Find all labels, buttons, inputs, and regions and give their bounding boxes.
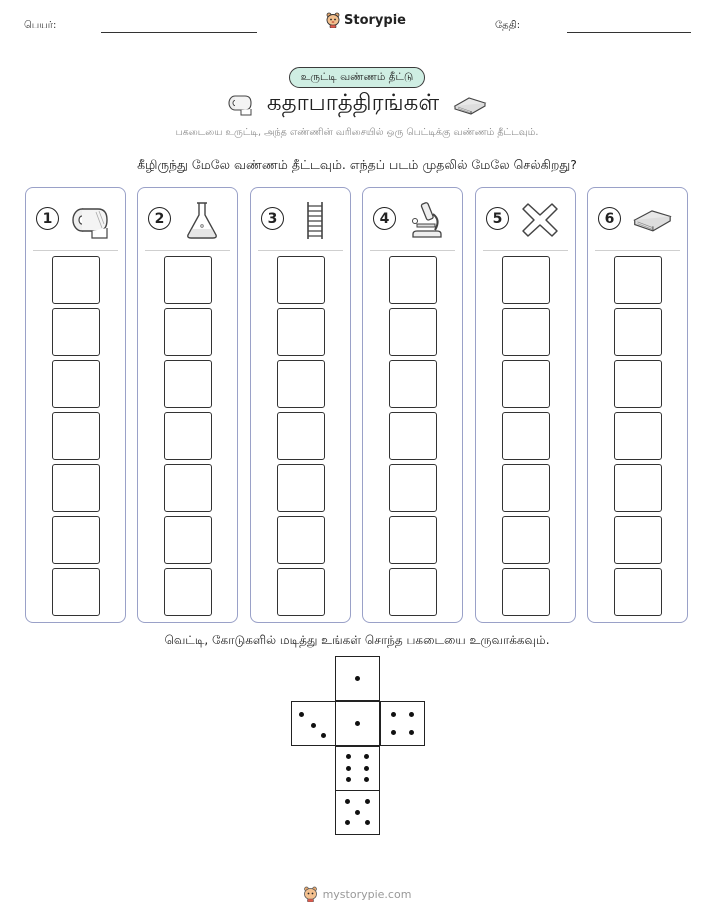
name-line[interactable]	[101, 32, 257, 33]
pip	[364, 754, 369, 759]
divider	[33, 250, 118, 251]
color-box[interactable]	[52, 256, 100, 304]
storypie-logo	[326, 12, 406, 28]
footer-url[interactable]: mystorypie.com	[322, 887, 412, 901]
color-box[interactable]	[502, 360, 550, 408]
divider	[595, 250, 680, 251]
color-box[interactable]	[502, 568, 550, 616]
column-6	[587, 187, 688, 623]
dice-face-top	[335, 656, 380, 701]
pip	[364, 766, 369, 771]
color-box[interactable]	[389, 568, 437, 616]
color-box[interactable]	[164, 568, 212, 616]
color-box[interactable]	[277, 464, 325, 512]
pip	[346, 766, 351, 771]
color-box[interactable]	[164, 256, 212, 304]
dice-face-left	[291, 701, 336, 746]
date-line[interactable]	[567, 32, 691, 33]
color-box[interactable]	[389, 516, 437, 564]
pip	[299, 712, 304, 717]
color-box[interactable]	[614, 412, 662, 460]
color-box[interactable]	[52, 464, 100, 512]
column-5	[475, 187, 576, 623]
pip	[355, 810, 360, 815]
pip	[321, 733, 326, 738]
column-number: 2	[148, 207, 171, 230]
toilet-paper-icon	[70, 200, 110, 240]
color-box[interactable]	[614, 516, 662, 564]
dice-face-bottom	[335, 790, 380, 835]
color-box[interactable]	[277, 360, 325, 408]
color-box[interactable]	[502, 464, 550, 512]
column-2	[137, 187, 238, 623]
flask-icon	[182, 200, 222, 240]
microscope-icon	[407, 200, 447, 240]
column-number: 3	[261, 207, 284, 230]
color-box[interactable]	[52, 568, 100, 616]
title-row	[0, 90, 714, 119]
color-box[interactable]	[164, 464, 212, 512]
divider	[145, 250, 230, 251]
color-box[interactable]	[389, 360, 437, 408]
color-box[interactable]	[614, 360, 662, 408]
pip	[346, 777, 351, 782]
activity-badge: உருட்டி வண்ணம் தீட்டு	[289, 67, 425, 88]
x-cross-icon	[520, 200, 560, 240]
page-title: கதாபாத்திரங்கள்	[266, 90, 440, 116]
column-3	[250, 187, 351, 623]
pip	[311, 723, 316, 728]
color-box[interactable]	[164, 412, 212, 460]
color-box[interactable]	[164, 516, 212, 564]
color-box[interactable]	[389, 256, 437, 304]
dice-face-center	[335, 701, 380, 746]
color-box[interactable]	[277, 516, 325, 564]
color-box[interactable]	[277, 256, 325, 304]
book-icon	[632, 200, 672, 240]
color-box[interactable]	[614, 464, 662, 512]
color-box[interactable]	[277, 412, 325, 460]
dice-face-right	[380, 701, 425, 746]
dice-face-lower	[335, 746, 380, 791]
pip	[346, 754, 351, 759]
color-box[interactable]	[52, 516, 100, 564]
question-text: கீழிருந்து மேலே வண்ணம் தீட்டவும். எந்தப் படம் முதலில் மேலே செல்கிறது?	[137, 157, 577, 172]
pip	[364, 777, 369, 782]
pip	[345, 820, 350, 825]
toilet-paper-icon	[227, 94, 253, 116]
color-box[interactable]	[277, 568, 325, 616]
color-box[interactable]	[389, 412, 437, 460]
color-box[interactable]	[389, 308, 437, 356]
pip	[391, 712, 396, 717]
name-label: பெயர்:	[24, 20, 57, 31]
pip	[409, 712, 414, 717]
pip	[365, 820, 370, 825]
color-box[interactable]	[164, 308, 212, 356]
pip	[355, 721, 360, 726]
divider	[483, 250, 568, 251]
color-box[interactable]	[614, 256, 662, 304]
color-box[interactable]	[614, 568, 662, 616]
color-box[interactable]	[614, 308, 662, 356]
color-box[interactable]	[502, 308, 550, 356]
pip	[345, 799, 350, 804]
color-box[interactable]	[389, 464, 437, 512]
color-box[interactable]	[277, 308, 325, 356]
column-number: 1	[36, 207, 59, 230]
column-1	[25, 187, 126, 623]
instruction-text: பகடையை உருட்டி, அந்த எண்ணின் வரிசையில் ஒரு பெட்டிக்கு வண்ணம் தீட்டவும்.	[175, 127, 539, 138]
pip	[365, 799, 370, 804]
pip	[391, 730, 396, 735]
pip	[409, 730, 414, 735]
mascot-icon	[303, 886, 318, 902]
color-box[interactable]	[502, 256, 550, 304]
ladder-icon	[295, 200, 335, 240]
color-box[interactable]	[502, 412, 550, 460]
divider	[370, 250, 455, 251]
color-box[interactable]	[52, 412, 100, 460]
book-icon	[453, 94, 487, 116]
color-box[interactable]	[52, 308, 100, 356]
column-number: 6	[598, 207, 621, 230]
color-box[interactable]	[502, 516, 550, 564]
footer	[0, 886, 714, 902]
mascot-icon	[326, 12, 340, 28]
pip	[355, 676, 360, 681]
cut-instruction: வெட்டி, கோடுகளில் மடித்து உங்கள் சொந்த பகடையை உருவாக்கவும்.	[164, 633, 550, 647]
column-4	[362, 187, 463, 623]
date-label: தேதி:	[495, 20, 521, 31]
column-number: 5	[486, 207, 509, 230]
column-number: 4	[373, 207, 396, 230]
brand-name: Storypie	[344, 12, 406, 28]
color-box[interactable]	[164, 360, 212, 408]
color-box[interactable]	[52, 360, 100, 408]
divider	[258, 250, 343, 251]
